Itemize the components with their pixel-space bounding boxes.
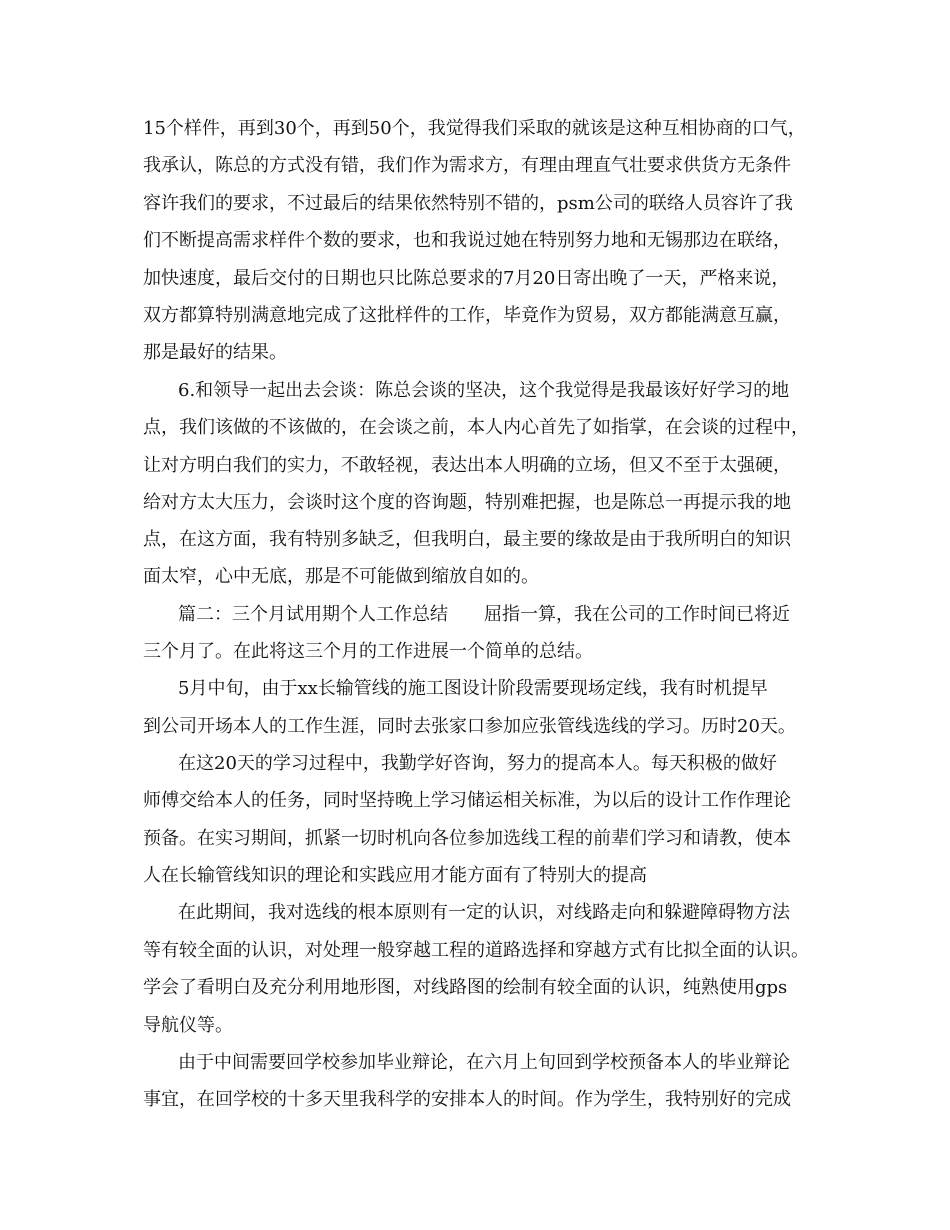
text-line: 面太窄，心中无底，那是不可能做到缩放自如的。 <box>143 566 539 587</box>
text-line: 在此期间，我对选线的根本原则有一定的认识，对线路走向和躲避障碍物方法 <box>178 902 790 923</box>
text-line: 等有较全面的认识，对处理一般穿越工程的道路选择和穿越方式有比拟全面的认识。 <box>143 940 809 961</box>
text-line: 预备。在实习期间，抓紧一切时机向各位参加选线工程的前辈们学习和请教，使本 <box>143 828 791 849</box>
text-line: 到公司开场本人的工作生涯，同时去张家口参加应张管线选线的学习。历时20天。 <box>143 716 796 737</box>
text-line: 容许我们的要求，不过最后的结果依然特别不错的，psm公司的联络人员容许了我 <box>143 193 793 214</box>
text-line: 15个样件，再到30个，再到50个，我觉得我们采取的就该是这种互相协商的口气， <box>143 118 806 139</box>
text-line: 6.和领导一起出去会谈：陈总会谈的坚决，这个我觉得是我最该好好学习的地 <box>178 380 790 401</box>
text-line: 5月中旬，由于xx长输管线的施工图设计阶段需要现场定线，我有时机提早 <box>178 678 768 699</box>
text-line: 那是最好的结果。 <box>143 342 287 363</box>
text-line: 人在长输管线知识的理论和实践应用才能方面有了特别大的提高 <box>143 865 647 886</box>
section-heading: 篇二：三个月试用期个人工作总结 屈指一算，我在公司的工作时间已将近 <box>178 604 790 625</box>
text-line: 点，我们该做的不该做的，在会谈之前，本人内心首先了如指掌，在会谈的过程中， <box>143 417 809 438</box>
text-line: 点，在这方面，我有特别多缺乏，但我明白，最主要的缘故是由于我所明白的知识 <box>143 529 791 550</box>
text-line: 师傅交给本人的任务，同时坚持晚上学习储运相关标准，为以后的设计工作作理论 <box>143 790 791 811</box>
text-line: 由于中间需要回学校参加毕业辩论，在六月上旬回到学校预备本人的毕业辩论 <box>178 1052 790 1073</box>
text-line: 事宜，在回学校的十多天里我科学的安排本人的时间。作为学生，我特别好的完成 <box>143 1089 791 1110</box>
text-line: 我承认，陈总的方式没有错，我们作为需求方，有理由理直气壮要求供货方无条件 <box>143 155 791 176</box>
text-line: 双方都算特别满意地完成了这批样件的工作，毕竟作为贸易，双方都能满意互赢， <box>143 305 791 326</box>
text-line: 给对方太大压力，会谈时这个度的咨询题，特别难把握，也是陈总一再提示我的地 <box>143 492 791 513</box>
text-line: 在这20天的学习过程中，我勤学好咨询，努力的提高本人。每天积极的做好 <box>178 753 777 774</box>
text-line: 加快速度，最后交付的日期也只比陈总要求的7月20日寄出晚了一天，严格来说， <box>143 268 790 289</box>
text-line: 们不断提高需求样件个数的要求，也和我说过她在特别努力地和无锡那边在联络， <box>143 230 791 251</box>
text-line: 学会了看明白及充分利用地形图，对线路图的绘制有较全面的认识，纯熟使用gps <box>143 977 788 998</box>
text-line: 导航仪等。 <box>143 1015 233 1036</box>
text-line: 三个月了。在此将这三个月的工作进展一个简单的总结。 <box>143 641 593 662</box>
text-line: 让对方明白我们的实力，不敢轻视，表达出本人明确的立场，但又不至于太强硬， <box>143 455 791 476</box>
